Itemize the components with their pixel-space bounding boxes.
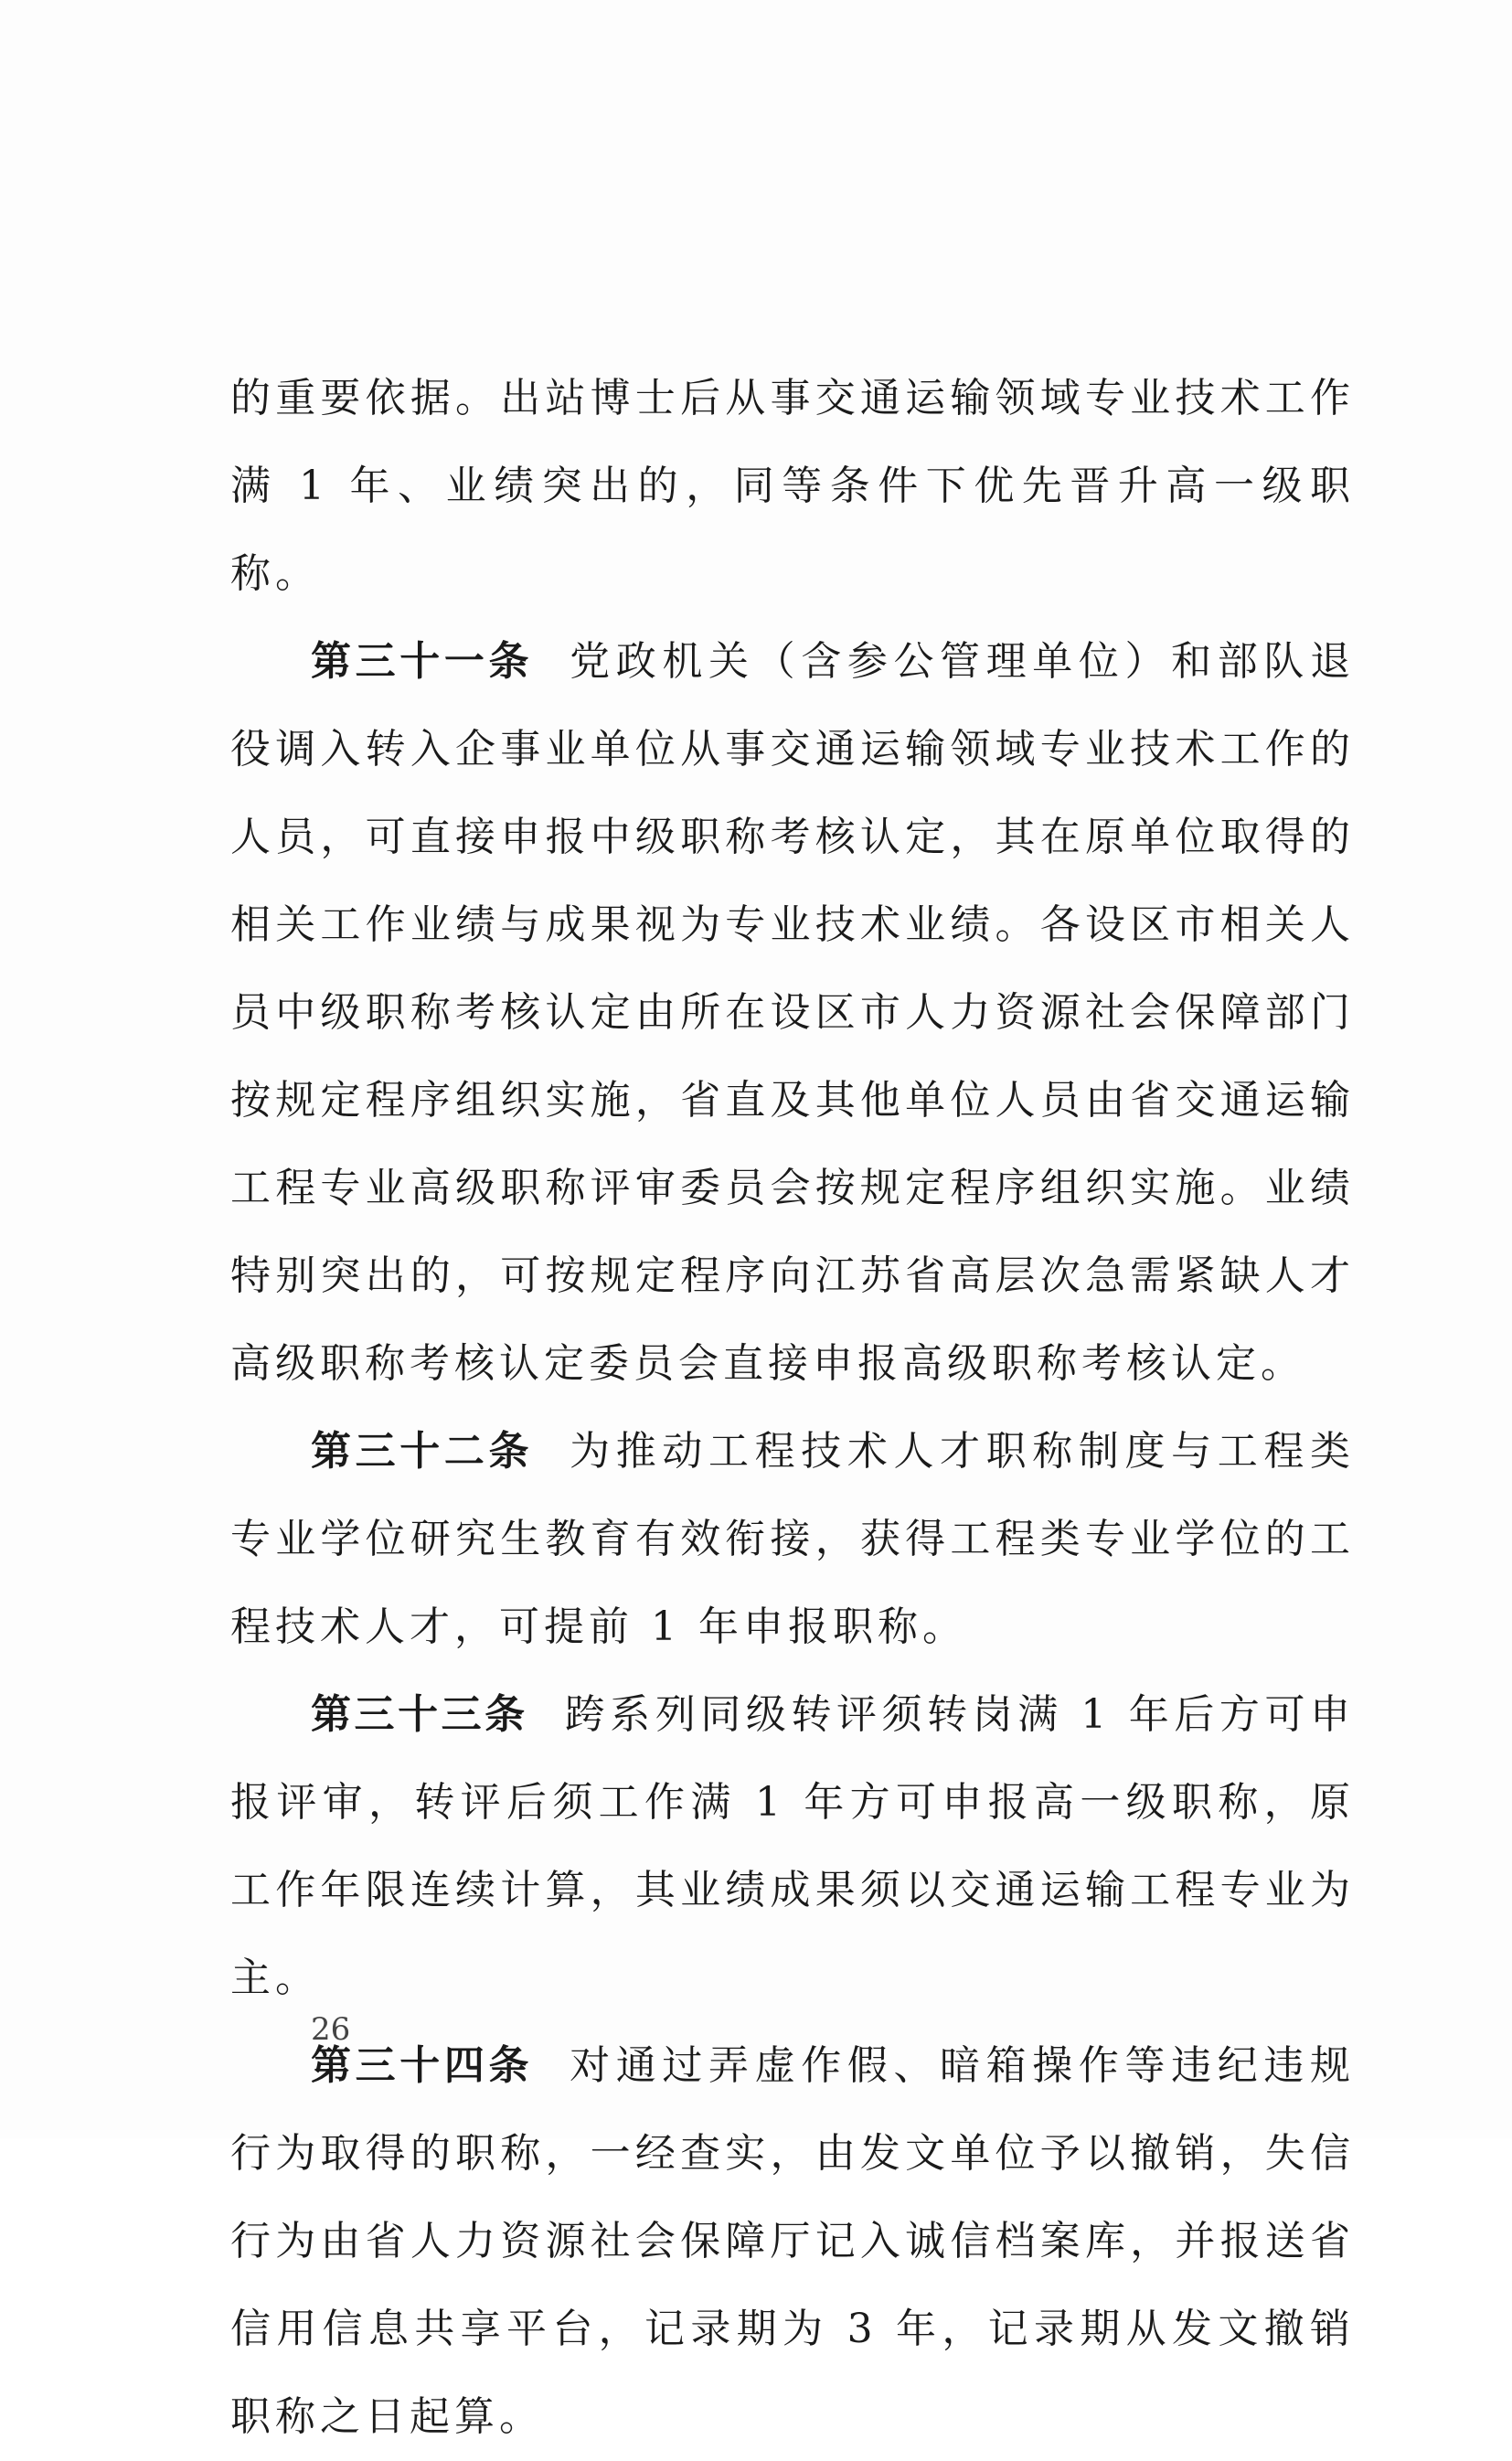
article-number: 第三十四条 xyxy=(311,2042,534,2089)
article-31 xyxy=(230,618,1355,1408)
page-number: 26 xyxy=(311,2011,351,2048)
body-text xyxy=(230,355,1355,2461)
paragraph-continuation xyxy=(230,355,1355,618)
paragraph-text: 党政机关（含参公管理单位）和部队退役调入转入企事业单位从事交通运输领域专业技术工作的人员，可直接申报中级职称考核认定，其在原单位取得的相关工作业绩与成果视为专业技术业绩。各设区市相关人员中级职称考核认定由所在设区市人力资源社会保障部门按规定程序组织实施，省直及其他单位人员由省交通运输工程专业高级职称评审委员会按规定程序组织实施。业绩特别突出的，可按规定程序向江苏省高层次急需紧缺人才高级职称考核认定委员会直接申报高级职称考核认定。 xyxy=(230,638,1356,1387)
article-34 xyxy=(230,2022,1355,2461)
paragraph-text: 的重要依据。出站博士后从事交通运输领域专业技术工作满 1 年、业绩突出的，同等条件下优先晋升高一级职称。 xyxy=(230,375,1355,597)
article-number: 第三十一条 xyxy=(311,638,534,685)
article-number: 第三十二条 xyxy=(311,1428,534,1475)
article-33 xyxy=(230,1671,1355,2022)
article-32 xyxy=(230,1408,1355,1671)
paragraph-text: 为推动工程技术人才职称制度与工程类专业学位研究生教育有效衔接，获得工程类专业学位的工程技术人才，可提前 1 年申报职称。 xyxy=(230,1428,1356,1650)
paragraph-text: 对通过弄虚作假、暗箱操作等违纪违规行为取得的职称，一经查实，由发文单位予以撤销，失信行为由省人力资源社会保障厅记入诚信档案库，并报送省信用信息共享平台，记录期为 3 年，记录期从发文撤销职称之日起算。 xyxy=(230,2042,1356,2440)
article-number: 第三十三条 xyxy=(311,1691,528,1738)
paragraph-text: 跨系列同级转评须转岗满 1 年后方可申报评审，转评后须工作满 1 年方可申报高一级职称，原工作年限连续计算，其业绩成果须以交通运输工程专业为主。 xyxy=(230,1691,1355,2001)
